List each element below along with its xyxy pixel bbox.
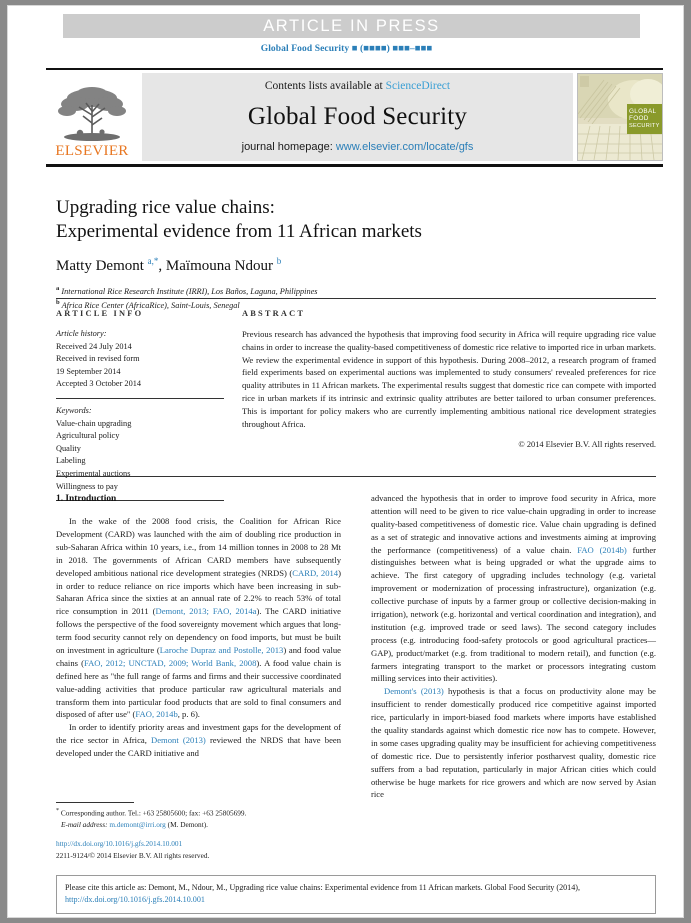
info-section-top-rule: [56, 298, 656, 299]
footnote-legal: [56, 838, 341, 861]
abstract-column: [242, 328, 656, 452]
keywords-label: Keywords:: [56, 406, 92, 416]
elsevier-logo: [46, 73, 138, 161]
svg-text:SECURITY: SECURITY: [629, 123, 660, 129]
journal-homepage-prefix: journal homepage:: [241, 141, 336, 153]
paper-title-line-1: Upgrading rice value chains:: [56, 197, 275, 218]
journal-masthead: [46, 68, 663, 167]
citation-reference[interactable]: FAO (2014b): [577, 544, 627, 555]
affiliation-a-text: International Rice Research Institute (IRRI), Los Baños, Laguna, Philippines: [61, 286, 318, 296]
corresponding-author-line: * Corresponding author. Tel.: +63 25805600; fax: +63 25805699.: [56, 808, 247, 818]
article-info-header: ARTICLE INFO: [56, 309, 144, 318]
citation-reference[interactable]: Demont's (2013): [384, 686, 444, 697]
author-list: Matty Demont $^{a,*}$, Maïmouna Ndour $^b$: [56, 255, 282, 274]
svg-text:FOOD: FOOD: [629, 115, 649, 122]
body-column-right: [371, 492, 656, 801]
citation-reference[interactable]: FAO, 2012; UNCTAD, 2009; World Bank, 2008: [83, 657, 257, 668]
citation-box: [56, 875, 656, 914]
article-history-3: Accepted 3 October 2014: [56, 379, 142, 389]
citation-text: Please cite this article as: Demont, M., Ndour, M., Upgrading rice value chains: Experimental evidence from 11 African markets. Global Food Security (2014),: [65, 883, 580, 892]
abstract-header: ABSTRACT: [242, 309, 306, 318]
article-history-1: Received in revised form: [56, 354, 140, 364]
citation-reference[interactable]: FAO, 2014b: [135, 709, 178, 720]
article-in-press-banner: [63, 14, 640, 38]
paper-title-line-2: Experimental evidence from 11 African markets: [56, 220, 422, 242]
keyword-3: Labeling: [56, 456, 86, 466]
email-link[interactable]: m.demont@irri.org: [109, 819, 166, 829]
title-block: [56, 196, 656, 312]
keyword-2: Quality: [56, 443, 81, 453]
journal-title: Global Food Security: [247, 102, 468, 130]
affiliation-a: $^a$ International Rice Research Institute (IRRI), Los Baños, Laguna, Philippines: [56, 284, 318, 296]
citation-doi-link[interactable]: http://dx.doi.org/10.1016/j.gfs.2014.10.001: [65, 895, 205, 905]
journal-homepage-link[interactable]: www.elsevier.com/locate/gfs: [335, 141, 474, 153]
running-journal-reference: Global Food Security ■ (■■■■) ■■■–■■■: [260, 44, 433, 54]
contents-lists-prefix: Contents lists available at: [264, 80, 386, 92]
footnote-rule: [56, 802, 134, 803]
svg-text:GLOBAL: GLOBAL: [629, 108, 657, 115]
left-paragraph-2: In order to identify priority areas and investment gaps for the development of the rice sector in Africa, Demont (2013) reviewed the NRDS that have been developed under the CARD initiative and: [56, 722, 341, 759]
article-info-divider: [56, 398, 224, 399]
paper-page: [7, 5, 684, 918]
keyword-1: Agricultural policy: [56, 431, 120, 441]
abstract-text: Previous research has advanced the hypothesis that improving food security in Africa will require upgrading rice value chains in order to increase the quality-based competitiveness of domestic rice relative to imported rice in urban markets. We review the experimental evidence in support of this hypothesis. During 2008–2012, a research program of framed field experiments based on experimental auctions was implemented to study consumers' revealed preferences for rice quality attributes in 11 African markets. The experimental results suggest that domestic rice can compete with imported rice in urban markets if its intrinsic and extrinsic quality attributes are better tailored to urban consumer preferences. This is important for policy makers who are currently implementing ambitious national rice development strategies throughout Africa.: [242, 329, 656, 429]
right-paragraph-2: Demont's (2013) hypothesis is that a focus on productivity alone may be insufficient to render domestically produced rice competitive against imported rice, particularly in import-biased food markets where imports have established the quality standards against which domestic rice now has to compete. However, in some cases upgrading quality may be insufficient for achieving competitiveness of domestic rice. Due to persistently inferior postharvest quality, domestic rice suffers from a bad reputation, particularly in major African cities which could otherwise be huge markets for rice growers and which are now served by Asian rice: [371, 686, 656, 800]
affiliation-b-text: Africa Rice Center (AfricaRice), Saint-Louis, Senegal: [61, 300, 240, 310]
corresponding-author-text: Corresponding author. Tel.: +63 25805600; fax: +63 25805699.: [60, 808, 247, 818]
email-suffix: (M. Demont).: [167, 819, 208, 829]
keyword-4: Experimental auctions: [56, 469, 131, 479]
citation-reference[interactable]: CARD, 2014: [292, 567, 339, 578]
article-history-0: Received 24 July 2014: [56, 341, 132, 351]
citation-reference[interactable]: Laroche Dupraz and Postolle, 2013: [159, 645, 284, 656]
left-paragraph-1: In the wake of the 2008 food crisis, the Coalition for African Rice Development (CARD) was launched with the aim of doubling rice production in sub-Saharan Africa within 10 years, i.e., from 14 million tonnes in 2008 to 28 Mt in 2018. The governments of African CARD members have subsequently developed ambitious national rice development strategies (NRDS) (CARD, 2014) in order to reduce reliance on rice imports which have been increasing in sub-Saharan Africa since the sixties at an annual rate of 2.2% to reach 53% of total rice consumption in 2011 (Demont, 2013; FAO, 2014a). The CARD initiative follows the perspective of the food sovereignty movement which argues that long-term food security cannot rely on dependency on food imports, but must be built on investment in agriculture (Laroche Dupraz and Postolle, 2013) and food value chains (FAO, 2012; UNCTAD, 2009; World Bank, 2008). A food value chain is defined here as "the full range of farms and firms and their successive coordinated value-adding activities that produce particular raw agricultural materials and transform them into particular food products that are sold to final consumers and disposed of after use" (FAO, 2014b, p. 6).: [56, 516, 341, 720]
body-column-left: [56, 492, 341, 760]
page-title: [56, 196, 656, 244]
doi-link[interactable]: http://dx.doi.org/10.1016/j.gfs.2014.10.001: [56, 839, 183, 849]
contents-lists-line: [265, 80, 450, 92]
citation-reference[interactable]: Demont (2013): [151, 735, 206, 746]
keyword-5: Willingness to pay: [56, 481, 118, 491]
email-line: [56, 819, 341, 830]
affiliation-b: $^b$ Africa Rice Center (AfricaRice), Saint-Louis, Senegal: [56, 299, 240, 310]
article-in-press-label: ARTICLE IN PRESS: [263, 16, 440, 35]
elsevier-wordmark: ELSEVIER: [55, 143, 129, 159]
section-title-introduction: 1. Introduction: [56, 494, 117, 504]
sciencedirect-link[interactable]: ScienceDirect: [385, 80, 451, 92]
email-label: E-mail address:: [61, 819, 108, 829]
abstract-bottom-rule: [56, 476, 656, 477]
journal-homepage-line: [242, 141, 474, 153]
corresponding-author-footnote: [56, 802, 341, 861]
journal-cover-artwork: [578, 74, 662, 160]
keyword-0: Value-chain upgrading: [56, 418, 132, 428]
citation-reference[interactable]: Demont, 2013; FAO, 2014a: [155, 606, 257, 617]
elsevier-tree-icon: [55, 85, 129, 143]
article-history-label: Article history:: [56, 329, 107, 338]
right-paragraph-1: advanced the hypothesis that in order to improve food security in Africa, more attention will need to be given to rice value-chain upgrading in order to increase quality-based competitiveness of domestic rice. Value chain upgrading is defined as a set of strategic and innovative actions and investments aiming at improving the performance (competitiveness) of a value chain. FAO (2014b) further distinguishes between what is being upgraded or what the upgrade aims to achieve. The first category of upgrading includes technology (e.g. varietal improvement or modernization of processing infrastructure), organization (e.g. collective purchase of inputs by a farmer group or collective decision-making in irrigation), network (e.g. horizontal and vertical coordination and integration), and institution (e.g. improved trade or seed laws). The second category includes process (e.g. introducing food-safety protocols or good agricultural practices—GAP), product/market (e.g. from traditional to modern retail), and function (e.g. farmers integrating transport to the market or processors integrating custom milling services into their activities).: [371, 493, 657, 684]
masthead-center: [142, 73, 573, 161]
issn-copyright-line: 2211-9124/© 2014 Elsevier B.V. All rights reserved.: [56, 850, 210, 860]
journal-cover-thumbnail: [577, 73, 663, 161]
abstract-copyright: © 2014 Elsevier B.V. All rights reserved.: [518, 440, 656, 450]
article-history-2: 19 September 2014: [56, 366, 121, 376]
